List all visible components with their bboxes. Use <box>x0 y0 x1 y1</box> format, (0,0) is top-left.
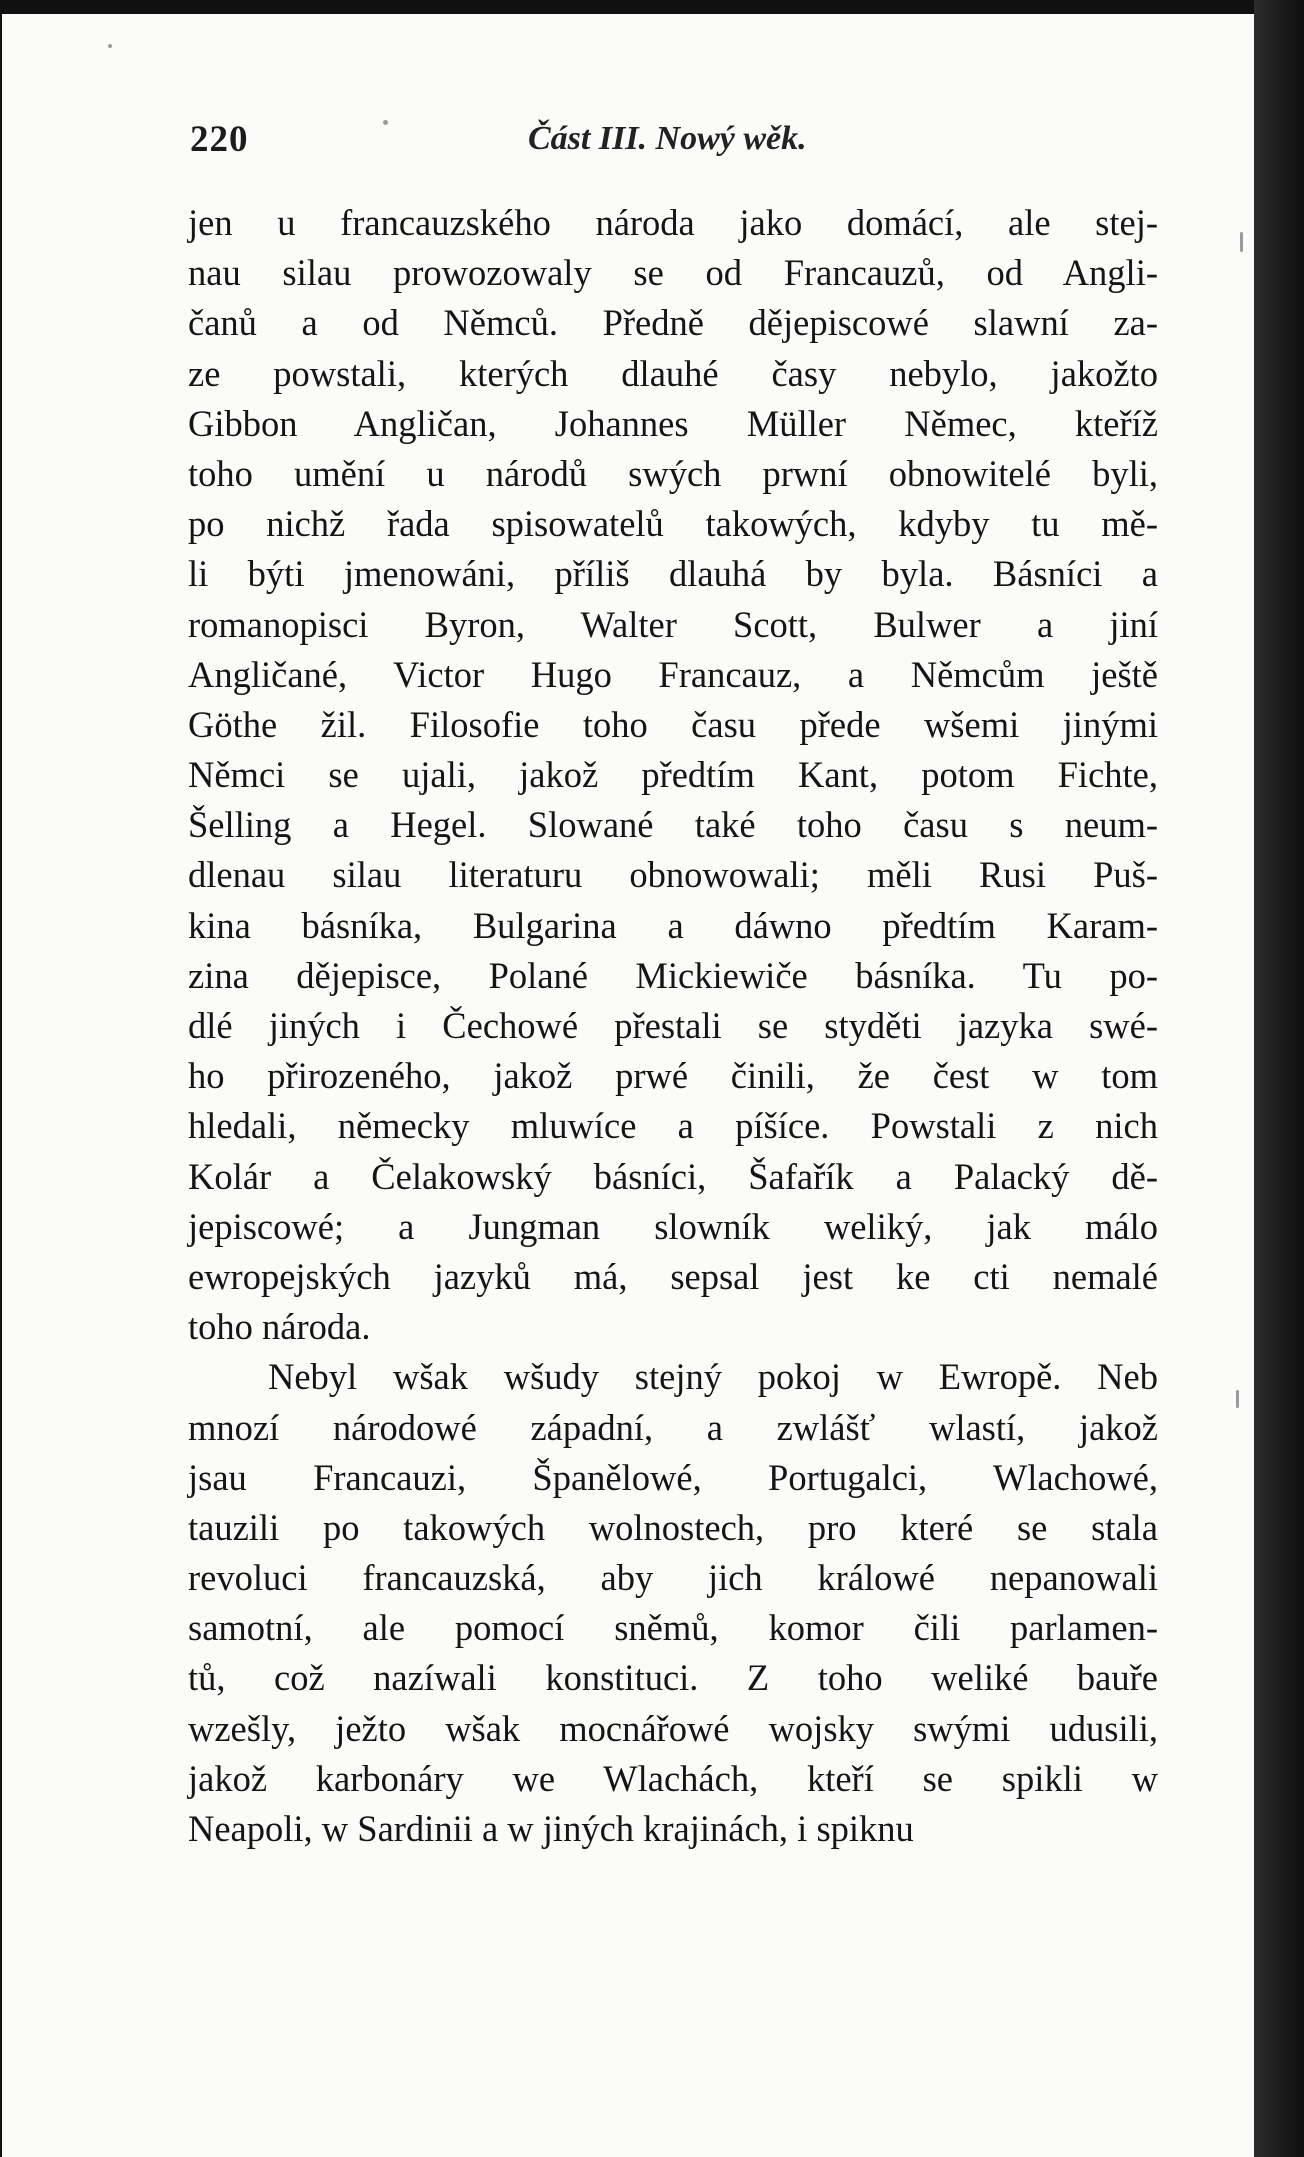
paragraph <box>188 198 1158 1352</box>
text-line: dlé jiných i Čechowé přestali se styděti jazyka swé- <box>188 1005 1158 1046</box>
text-line: Šelling a Hegel. Slowané také toho času s neum- <box>188 804 1158 846</box>
text-line: ewropejských jazyků má, sepsal jest ke cti nemalé <box>188 1255 1158 1297</box>
text-line: tauzili po takowých wolnostech, pro které se stala <box>188 1506 1158 1548</box>
dust-speck <box>1240 232 1243 252</box>
text-line: li býti jmenowáni, příliš dlauhá by byla. Básníci a <box>188 553 1158 595</box>
text-line: Neapoli, w Sardinii a w jiných krajinách, i spiknu <box>188 1808 914 1849</box>
text-line: Angličané, Victor Hugo Francauz, a Němcům ještě <box>188 653 1158 695</box>
dust-speck <box>108 44 112 48</box>
text-line: toho umění u národů swých prwní obnowitelé byli, <box>188 452 1158 494</box>
text-line: po nichž řada spisowatelů takowých, kdyby tu mě- <box>188 503 1158 545</box>
text-line: Němci se ujali, jakož předtím Kant, potom Fichte, <box>188 754 1158 796</box>
running-title: Část III. Nowý wěk. <box>528 120 807 157</box>
text-line: čanů a od Němců. Předně dějepiscowé slawní za- <box>188 302 1158 344</box>
text-line: dlenau silau literaturu obnowowali; měli Rusi Puš- <box>188 854 1158 896</box>
text-line: jsau Francauzi, Španělowé, Portugalci, Wlachowé, <box>188 1456 1158 1498</box>
text-line: toho národa. <box>188 1306 371 1348</box>
text-line: samotní, ale pomocí sněmů, komor čili parlamen- <box>188 1607 1158 1649</box>
text-line: Kolár a Čelakowský básníci, Šafařík a Palacký dě- <box>188 1155 1158 1197</box>
running-head <box>190 118 1304 170</box>
body-text <box>188 198 1158 1854</box>
paragraph <box>188 1352 1158 1854</box>
text-line: revoluci francauzská, aby jich králowé nepanowali <box>188 1557 1158 1599</box>
text-line: nau silau prowozowaly se od Francauzů, od Angli- <box>188 252 1158 294</box>
text-line: mnozí národowé západní, a zwlášť wlastí, jakož <box>188 1406 1158 1448</box>
text-line: Nebyl wšak wšudy stejný pokoj w Ewropě. Neb <box>268 1356 1158 1398</box>
text-line: tů, což nazíwali konstituci. Z toho weliké bauře <box>188 1657 1158 1699</box>
text-line: ho přirozeného, jakož prwé činili, že čest w tom <box>188 1055 1158 1097</box>
text-line: ze powstali, kterých dlauhé časy nebylo, jakožto <box>188 352 1158 394</box>
text-line: Göthe žil. Filosofie toho času přede wšemi jinými <box>188 703 1158 745</box>
scan-right-edge <box>1254 0 1304 2157</box>
scan-top-edge <box>0 0 1304 14</box>
text-line: hledali, německy mluwíce a píšíce. Powstali z nich <box>188 1105 1158 1147</box>
page-number: 220 <box>190 119 249 160</box>
text-line: jepiscowé; a Jungman slowník weliký, jak málo <box>188 1205 1158 1247</box>
dust-speck <box>1236 1390 1239 1408</box>
text-line: zina dějepisce, Polané Mickiewiče básníka. Tu po- <box>188 954 1158 996</box>
text-line: jen u francauzského národa jako domácí, ale stej- <box>188 202 1158 243</box>
text-line: Gibbon Angličan, Johannes Müller Němec, kteříž <box>188 402 1158 444</box>
text-line: romanopisci Byron, Walter Scott, Bulwer a jiní <box>188 603 1158 645</box>
text-line: wzešly, ježto wšak mocnářowé wojsky swými udusili, <box>188 1707 1158 1749</box>
text-line: jakož karbonáry we Wlachách, kteří se spikli w <box>188 1757 1158 1799</box>
text-line: kina básníka, Bulgarina a dáwno předtím Karam- <box>188 904 1158 946</box>
